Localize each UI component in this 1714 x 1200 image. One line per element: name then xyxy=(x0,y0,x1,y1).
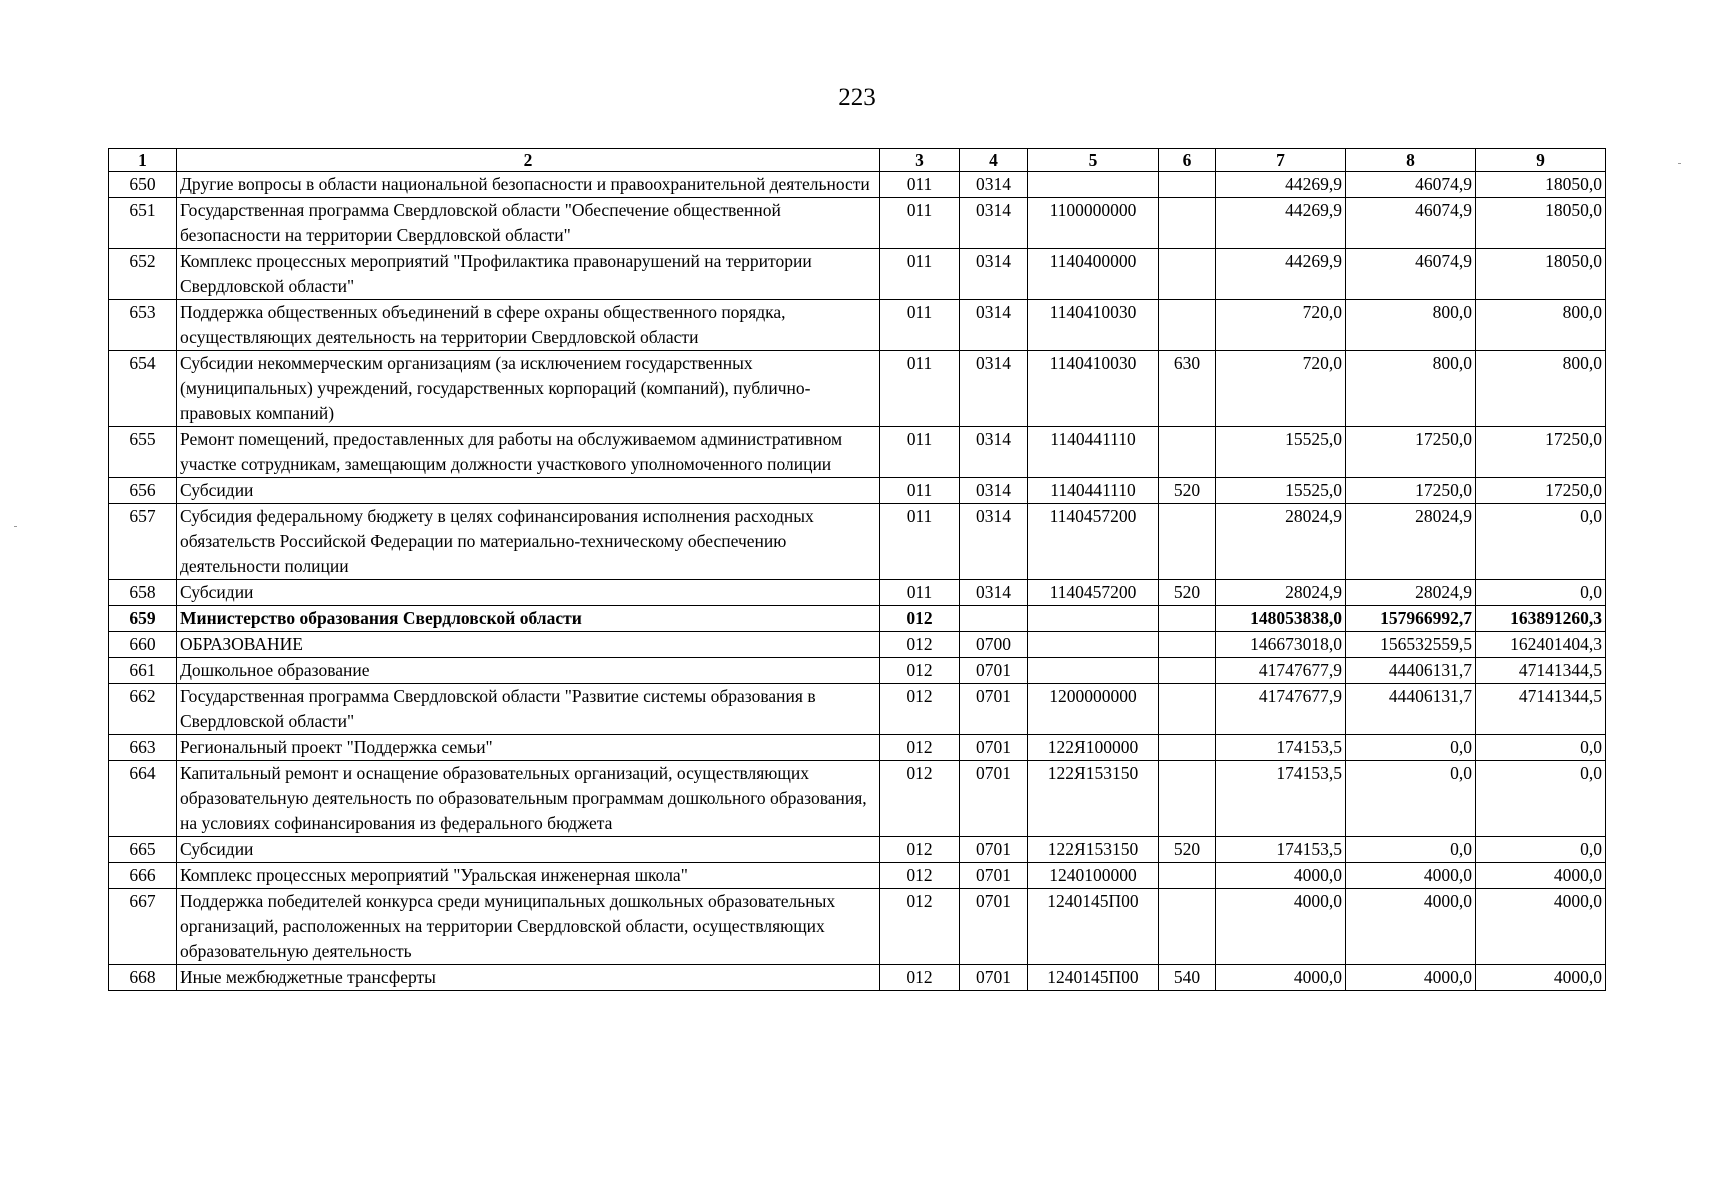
table-row xyxy=(109,198,1606,249)
row-col3: 012 xyxy=(880,632,960,658)
row-name: Субсидии некоммерческим организациям (за исключением государственных (муниципальных) учреждений, государственных корпораций (компаний), публично-правовых компаний) xyxy=(177,351,880,427)
row-col7: 4000,0 xyxy=(1216,889,1346,965)
row-col9: 162401404,3 xyxy=(1476,632,1606,658)
row-col5: 1140441110 xyxy=(1028,427,1159,478)
row-col6 xyxy=(1159,761,1216,837)
row-name: Региональный проект "Поддержка семьи" xyxy=(177,735,880,761)
col-header-2: 2 xyxy=(177,149,880,172)
row-name: Субсидия федеральному бюджету в целях софинансирования исполнения расходных обязательств Российской Федерации по материально-техническому обеспечению деятельности полиции xyxy=(177,504,880,580)
row-col6 xyxy=(1159,504,1216,580)
row-col4: 0701 xyxy=(960,735,1028,761)
row-col4: 0314 xyxy=(960,198,1028,249)
row-number: 657 xyxy=(109,504,177,580)
row-col4: 0314 xyxy=(960,427,1028,478)
row-col6 xyxy=(1159,632,1216,658)
row-col9: 17250,0 xyxy=(1476,478,1606,504)
row-col6 xyxy=(1159,172,1216,198)
row-number: 668 xyxy=(109,965,177,991)
row-col6: 630 xyxy=(1159,351,1216,427)
row-col7: 174153,5 xyxy=(1216,837,1346,863)
row-col8: 28024,9 xyxy=(1346,504,1476,580)
row-col7: 174153,5 xyxy=(1216,761,1346,837)
row-col6 xyxy=(1159,249,1216,300)
row-col6 xyxy=(1159,889,1216,965)
row-col7: 41747677,9 xyxy=(1216,684,1346,735)
col-header-1: 1 xyxy=(109,149,177,172)
row-name: Иные межбюджетные трансферты xyxy=(177,965,880,991)
row-col7: 44269,9 xyxy=(1216,172,1346,198)
row-col8: 0,0 xyxy=(1346,735,1476,761)
row-col5 xyxy=(1028,172,1159,198)
row-col3: 012 xyxy=(880,837,960,863)
row-number: 658 xyxy=(109,580,177,606)
row-col8: 800,0 xyxy=(1346,300,1476,351)
row-col9: 0,0 xyxy=(1476,580,1606,606)
row-name: Ремонт помещений, предоставленных для работы на обслуживаемом административном участке сотрудникам, замещающим должности участкового уполномоченного полиции xyxy=(177,427,880,478)
row-col7: 28024,9 xyxy=(1216,580,1346,606)
row-name: Другие вопросы в области национальной безопасности и правоохранительной деятельности xyxy=(177,172,880,198)
table-row xyxy=(109,300,1606,351)
row-name: ОБРАЗОВАНИЕ xyxy=(177,632,880,658)
row-col9: 18050,0 xyxy=(1476,249,1606,300)
budget-table xyxy=(108,148,1606,991)
row-col4: 0314 xyxy=(960,172,1028,198)
row-name: Комплекс процессных мероприятий "Уральская инженерная школа" xyxy=(177,863,880,889)
row-col7: 41747677,9 xyxy=(1216,658,1346,684)
row-name: Государственная программа Свердловской области "Развитие системы образования в Свердловской области" xyxy=(177,684,880,735)
row-col3: 011 xyxy=(880,580,960,606)
table-row xyxy=(109,658,1606,684)
row-col4: 0701 xyxy=(960,837,1028,863)
row-number: 661 xyxy=(109,658,177,684)
table-row xyxy=(109,427,1606,478)
row-col8: 46074,9 xyxy=(1346,249,1476,300)
row-col8: 46074,9 xyxy=(1346,172,1476,198)
row-col3: 011 xyxy=(880,300,960,351)
table-row xyxy=(109,684,1606,735)
row-number: 651 xyxy=(109,198,177,249)
row-col3: 012 xyxy=(880,889,960,965)
row-col6 xyxy=(1159,300,1216,351)
row-col9: 18050,0 xyxy=(1476,198,1606,249)
row-col3: 012 xyxy=(880,863,960,889)
row-name: Комплекс процессных мероприятий "Профилактика правонарушений на территории Свердловской области" xyxy=(177,249,880,300)
col-header-7: 7 xyxy=(1216,149,1346,172)
row-col5: 1100000000 xyxy=(1028,198,1159,249)
row-col7: 720,0 xyxy=(1216,351,1346,427)
row-col7: 146673018,0 xyxy=(1216,632,1346,658)
row-col6: 520 xyxy=(1159,580,1216,606)
row-col5: 1140457200 xyxy=(1028,504,1159,580)
row-col9: 800,0 xyxy=(1476,300,1606,351)
row-col5: 1240100000 xyxy=(1028,863,1159,889)
table-row xyxy=(109,837,1606,863)
row-col4: 0701 xyxy=(960,684,1028,735)
row-col7: 44269,9 xyxy=(1216,249,1346,300)
row-col8: 44406131,7 xyxy=(1346,684,1476,735)
col-header-5: 5 xyxy=(1028,149,1159,172)
row-col8: 4000,0 xyxy=(1346,889,1476,965)
header-row xyxy=(109,149,1606,172)
row-number: 656 xyxy=(109,478,177,504)
row-col4: 0701 xyxy=(960,965,1028,991)
table-row xyxy=(109,863,1606,889)
page-number: 223 xyxy=(838,84,876,111)
table-row xyxy=(109,965,1606,991)
row-col6: 520 xyxy=(1159,478,1216,504)
row-col5: 1140410030 xyxy=(1028,351,1159,427)
row-col9: 0,0 xyxy=(1476,735,1606,761)
row-col6 xyxy=(1159,658,1216,684)
row-col9: 4000,0 xyxy=(1476,863,1606,889)
row-col5: 122Я153150 xyxy=(1028,761,1159,837)
row-col7: 174153,5 xyxy=(1216,735,1346,761)
row-col9: 163891260,3 xyxy=(1476,606,1606,632)
row-col8: 800,0 xyxy=(1346,351,1476,427)
table-row xyxy=(109,735,1606,761)
row-col3: 011 xyxy=(880,504,960,580)
row-col9: 4000,0 xyxy=(1476,965,1606,991)
row-col9: 4000,0 xyxy=(1476,889,1606,965)
row-number: 666 xyxy=(109,863,177,889)
row-col5: 122Я100000 xyxy=(1028,735,1159,761)
row-col6 xyxy=(1159,427,1216,478)
row-col8: 44406131,7 xyxy=(1346,658,1476,684)
row-col7: 148053838,0 xyxy=(1216,606,1346,632)
scan-mark xyxy=(14,526,17,527)
row-col6 xyxy=(1159,198,1216,249)
table-body xyxy=(109,172,1606,991)
row-col4: 0701 xyxy=(960,658,1028,684)
row-col7: 44269,9 xyxy=(1216,198,1346,249)
row-col5 xyxy=(1028,658,1159,684)
row-col6 xyxy=(1159,606,1216,632)
row-col7: 15525,0 xyxy=(1216,427,1346,478)
row-number: 660 xyxy=(109,632,177,658)
row-col3: 011 xyxy=(880,427,960,478)
row-number: 667 xyxy=(109,889,177,965)
row-col9: 17250,0 xyxy=(1476,427,1606,478)
table-row xyxy=(109,504,1606,580)
table-row xyxy=(109,249,1606,300)
row-number: 652 xyxy=(109,249,177,300)
row-col3: 012 xyxy=(880,735,960,761)
row-col3: 012 xyxy=(880,606,960,632)
row-col3: 011 xyxy=(880,478,960,504)
col-header-9: 9 xyxy=(1476,149,1606,172)
row-col3: 012 xyxy=(880,965,960,991)
row-name: Поддержка победителей конкурса среди муниципальных дошкольных образовательных организаций, расположенных на территории Свердловской области, осуществляющих образовательную деятельность xyxy=(177,889,880,965)
row-col4 xyxy=(960,606,1028,632)
row-col8: 157966992,7 xyxy=(1346,606,1476,632)
table-row xyxy=(109,606,1606,632)
table-row xyxy=(109,478,1606,504)
row-col7: 4000,0 xyxy=(1216,863,1346,889)
row-col4: 0314 xyxy=(960,249,1028,300)
row-number: 662 xyxy=(109,684,177,735)
row-col8: 28024,9 xyxy=(1346,580,1476,606)
row-number: 653 xyxy=(109,300,177,351)
row-col4: 0701 xyxy=(960,889,1028,965)
row-number: 659 xyxy=(109,606,177,632)
row-col5: 1140410030 xyxy=(1028,300,1159,351)
row-col3: 012 xyxy=(880,658,960,684)
row-col7: 15525,0 xyxy=(1216,478,1346,504)
row-col5: 1140441110 xyxy=(1028,478,1159,504)
row-col3: 011 xyxy=(880,172,960,198)
row-col5: 1140400000 xyxy=(1028,249,1159,300)
row-col9: 47141344,5 xyxy=(1476,684,1606,735)
row-col5: 1140457200 xyxy=(1028,580,1159,606)
row-col6: 520 xyxy=(1159,837,1216,863)
table-row xyxy=(109,632,1606,658)
row-col9: 800,0 xyxy=(1476,351,1606,427)
row-col7: 28024,9 xyxy=(1216,504,1346,580)
row-col4: 0701 xyxy=(960,863,1028,889)
row-col8: 17250,0 xyxy=(1346,427,1476,478)
table-row xyxy=(109,172,1606,198)
row-col3: 011 xyxy=(880,198,960,249)
row-col9: 0,0 xyxy=(1476,837,1606,863)
row-name: Министерство образования Свердловской области xyxy=(177,606,880,632)
row-number: 655 xyxy=(109,427,177,478)
row-col5 xyxy=(1028,606,1159,632)
row-number: 663 xyxy=(109,735,177,761)
row-col5 xyxy=(1028,632,1159,658)
row-col4: 0700 xyxy=(960,632,1028,658)
col-header-3: 3 xyxy=(880,149,960,172)
row-name: Капитальный ремонт и оснащение образовательных организаций, осуществляющих образовательную деятельность по образовательным программам дошкольного образования, на условиях софинансирования из федерального бюджета xyxy=(177,761,880,837)
row-col6: 540 xyxy=(1159,965,1216,991)
row-name: Государственная программа Свердловской области "Обеспечение общественной безопасности на территории Свердловской области" xyxy=(177,198,880,249)
row-col5: 1240145П00 xyxy=(1028,965,1159,991)
row-number: 664 xyxy=(109,761,177,837)
row-col4: 0701 xyxy=(960,761,1028,837)
col-header-6: 6 xyxy=(1159,149,1216,172)
row-col7: 720,0 xyxy=(1216,300,1346,351)
row-name: Субсидии xyxy=(177,478,880,504)
row-col4: 0314 xyxy=(960,580,1028,606)
row-col8: 0,0 xyxy=(1346,837,1476,863)
row-col9: 0,0 xyxy=(1476,761,1606,837)
row-col6 xyxy=(1159,863,1216,889)
row-number: 665 xyxy=(109,837,177,863)
row-col5: 1200000000 xyxy=(1028,684,1159,735)
row-col5: 1240145П00 xyxy=(1028,889,1159,965)
table-row xyxy=(109,889,1606,965)
table-row xyxy=(109,351,1606,427)
row-name: Дошкольное образование xyxy=(177,658,880,684)
row-name: Субсидии xyxy=(177,837,880,863)
row-col4: 0314 xyxy=(960,504,1028,580)
row-col8: 4000,0 xyxy=(1346,863,1476,889)
row-col3: 012 xyxy=(880,761,960,837)
row-col4: 0314 xyxy=(960,351,1028,427)
row-col4: 0314 xyxy=(960,300,1028,351)
row-col7: 4000,0 xyxy=(1216,965,1346,991)
row-col9: 18050,0 xyxy=(1476,172,1606,198)
row-col6 xyxy=(1159,684,1216,735)
row-col8: 0,0 xyxy=(1346,761,1476,837)
scan-mark xyxy=(1678,163,1681,164)
table-row xyxy=(109,761,1606,837)
col-header-8: 8 xyxy=(1346,149,1476,172)
row-number: 650 xyxy=(109,172,177,198)
row-col8: 156532559,5 xyxy=(1346,632,1476,658)
row-number: 654 xyxy=(109,351,177,427)
row-col6 xyxy=(1159,735,1216,761)
row-col8: 4000,0 xyxy=(1346,965,1476,991)
col-header-4: 4 xyxy=(960,149,1028,172)
row-name: Поддержка общественных объединений в сфере охраны общественного порядка, осуществляющих деятельность на территории Свердловской области xyxy=(177,300,880,351)
row-col9: 47141344,5 xyxy=(1476,658,1606,684)
row-col9: 0,0 xyxy=(1476,504,1606,580)
row-col3: 011 xyxy=(880,351,960,427)
row-col5: 122Я153150 xyxy=(1028,837,1159,863)
row-col3: 012 xyxy=(880,684,960,735)
row-col8: 46074,9 xyxy=(1346,198,1476,249)
table-row xyxy=(109,580,1606,606)
row-name: Субсидии xyxy=(177,580,880,606)
row-col4: 0314 xyxy=(960,478,1028,504)
row-col3: 011 xyxy=(880,249,960,300)
row-col8: 17250,0 xyxy=(1346,478,1476,504)
